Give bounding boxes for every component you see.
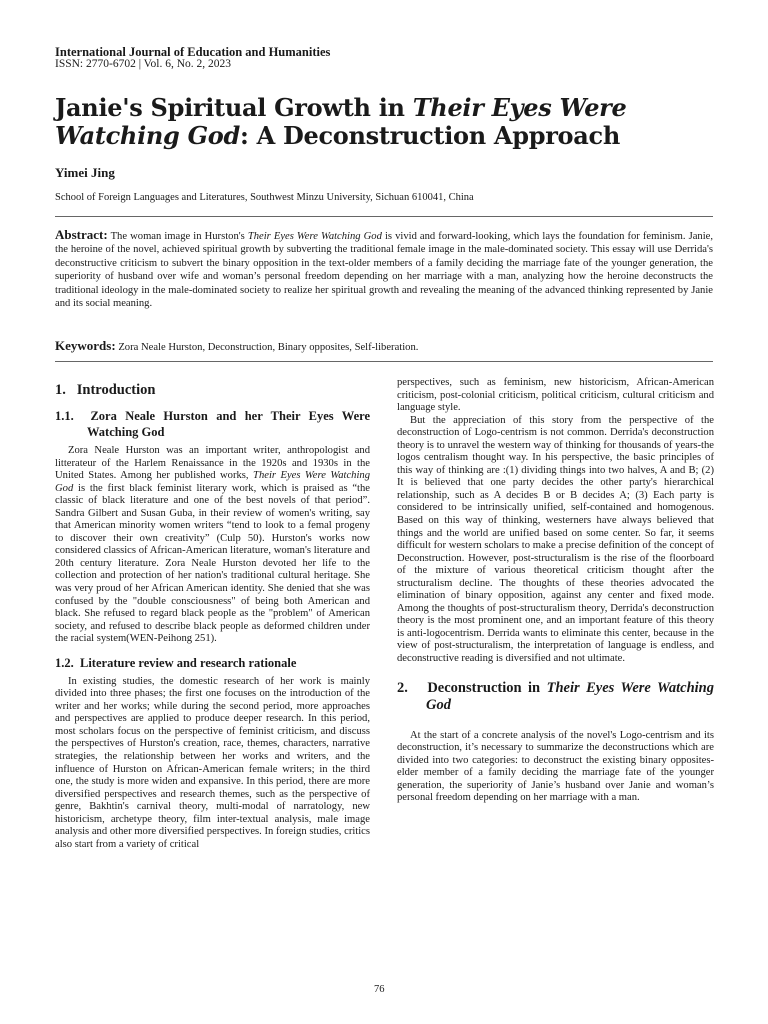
heading-number: 1.1. [55,409,74,423]
abstract-text-b: is vivid and forward-looking, which lays the foundation for feminism. Janie, the heroine of the novel, achieved spiritual growth by subverting the traditional female image in the male-dominated society. This essay will use Derrida's deconstructive criticism to subvert the binary opposition in the text-older members of a family deciding the marriage fate of the younger generation, the superiority of husband over wife and woman’s personal freedom depending on her marriage with a man, analyzing how the heroine deconstructs the traditional ideology in the male-dominated society to realize her spiritual growth and revealing the meaning of the advanced thinking represented by Janie and its social meaning. [55,231,714,310]
heading-text: Introduction [76,382,156,398]
title-part1: Janie's Spiritual Growth in [55,93,413,122]
keywords [55,338,713,354]
heading-text: Deconstruction in [427,679,547,696]
author-name: Yimei Jing [55,165,115,180]
heading-number: 1.2. [55,655,74,670]
heading-italic: Their Eyes Were Watching God [426,679,714,713]
left-column [55,381,370,851]
journal-name: International Journal of Education and Humanities [55,45,331,59]
right-column [397,377,714,805]
page-number: 76 [374,984,385,995]
divider-top [55,216,713,217]
heading-number: 2. [397,679,408,696]
heading-deconstruction [397,680,714,714]
journal-issn: ISSN: 2770-6702 | Vol. 6, No. 2, 2023 [55,58,231,70]
heading-1-1 [55,408,370,440]
paragraph-intro [55,445,370,646]
paragraph-continued: perspectives, such as feminism, new historicism, African-American criticism, post-colonial criticism, political criticism, cultural criticism and language style. [397,377,714,414]
divider-bottom [55,361,713,362]
title-part2: : A Deconstruction Approach [239,121,620,150]
author-affiliation: School of Foreign Languages and Literatures, Southwest Minzu University, Sichuan 610041, China [55,192,474,203]
heading-text: Zora Neale Hurston and her Their Eyes Were Watching God [87,409,371,439]
paragraph-analysis: At the start of a concrete analysis of the novel's Logo-centrism and its deconstruction, it’s necessary to summarize the deconstructions which are divided into two categories: to deconstruct the existing binary opposites-elder member of a family deciding the marriage fate of the younger generation, the superiority of Janie’s husband over Janie and woman’s personal freedom depending on her marriage with a man. [397,729,714,804]
paragraph-text: Zora Neale Hurston was an important writer, anthropologist and litterateur of the Harlem Renaissance in the 1920s and 1930s in the United States. Among her published works, [55,445,370,482]
title-italic: Their Eyes Were Watching God [55,93,627,150]
abstract [55,228,713,310]
paper-title [55,94,715,150]
heading-number: 1. [55,382,66,398]
keywords-label: Keywords: [55,338,116,353]
paragraph-literature-review: In existing studies, the domestic research of her work is mainly divided into three phases; the first one focuses on the introduction of the writer and her works; while during the second period, more approaches and perspectives are applied to produce deeper research. In this period, most scholars focus on the perspective of feminist criticism, and discuss the perspectives of Hurston's creation, race, themes, characters, narrative strategies, the relationship between her works and writers, and the influence of Hurston on African-American female writers; in the third one, the study is more widen and expansive. In this period, there are more diversified perspectives and research themes, such as the perspective of genre, Bakhtin's carnival theory, multi-modal of narratology, new historicism, archetype theory, film inter-textual analysis, male image analysis and other more diversified perspectives. In foreign studies, critics also start from a variety of critical [55,675,370,850]
paragraph-italic: Their Eyes Were Watching God [55,470,371,494]
abstract-label: Abstract: [55,227,108,242]
abstract-text-a: The woman image in Hurston's [107,231,248,242]
keywords-text: Zora Neale Hurston, Deconstruction, Binary opposites, Self-liberation. [115,342,419,353]
abstract-italic: Their Eyes Were Watching God [247,231,382,242]
heading-introduction [55,381,370,399]
paragraph-text: is the first black feminist literary work, which is praised as “the classic of black literature and one of the best novels of that period”. Sandra Gilbert and Susan Guba, in their review of women's writing, say that American minority women writers “tend to look to a femal progeny to discover their own creativity” (Culp 50). Hurston's works now considered classics of African-American literature, woman's literature and 20th century literature. Zora Neale Hurston devoted her life to the collection and protection of her nation's traditional cultural heritage. She was very proud of her African American identity. She denied that she was confused by the "double consciousness" of being both American and black. She refused to regard black people as the "problem" of American society, and refused to describe black people as deformed children under the racial system(WEN-Peihong 251). [55,482,370,645]
heading-1-2 [55,655,370,671]
heading-text: Literature review and research rationale [80,655,297,670]
paragraph-deconstruction-theory: But the appreciation of this story from the perspective of the deconstruction of Logo-centrism is not common. Derrida's deconstruction theory is to unravel the western way of thinking for thousands of years-the logos centralism thought way. In his perspective, the basic principles of this way of thinking are :(1) dividing things into two halves, A and B; (2) It is believed that one party decides the other party's hierarchical relationship, such as A decides B or B decides A; (3) Each party is considered to be intrinsically unified, self-contained and homogenous. Based on this way of thinking, westerners have always believed that things and the world are unified based on some center. So far, it seems difficult for western scholars to make a precise definition of the concept of Deconstruction. However, post-structuralism is the rise of the floorboard of the mixture of various theoretical criticism thought after the structuralism decline. The thoughts of these theories advocated the elimination of binary opposition, against any center and fixed mode. Among the thoughts of post-structuralism theory, Derrida's deconstruction theory is the most prominent one, and an important feature of this theory is anti-logocentrism. Derrida wants to eliminate this center, because in the view of post-structuralism, the interpretation of language is endless, and deconstructive reading is diversified and not ultimate. [397,414,714,665]
